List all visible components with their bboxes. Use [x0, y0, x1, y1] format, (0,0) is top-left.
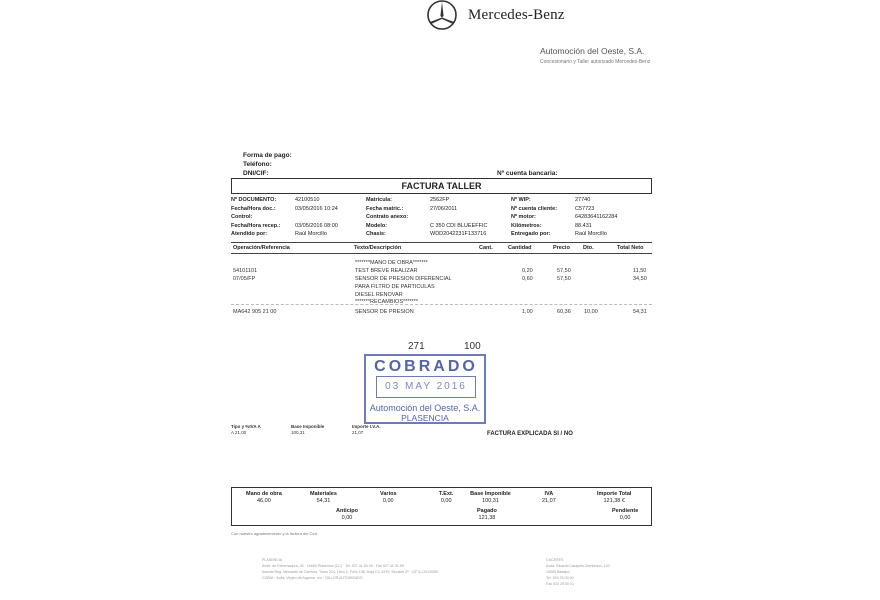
- line-precio: 60,36: [557, 309, 571, 315]
- total-varios: Varios 0,00: [380, 491, 397, 504]
- line-ref: 07/05/FP: [233, 276, 256, 282]
- lines-header: [231, 242, 652, 254]
- col-cant: Cant.: [479, 245, 493, 251]
- footer-line: Avda. de Extremadura, 26 · 10600 Plasencia (CC) · Tel. 927 41 00 00 · Fax 927 41 51 99: [262, 564, 404, 568]
- footer-right: [546, 557, 610, 587]
- header-mid-row: [366, 196, 487, 205]
- header-mid: [366, 196, 487, 239]
- header-mid-label: Matrícula:: [366, 197, 392, 203]
- footer-line: 10005 Badajoz: [546, 570, 570, 574]
- total-base: Base Imponible 100,31: [470, 491, 511, 504]
- header-right-value: Raúl Morcillo: [575, 231, 607, 238]
- col-precio: Precio: [553, 245, 570, 251]
- stamp-date: 03 MAY 2016: [376, 376, 476, 398]
- line-ref: MA642 905 21 00: [233, 309, 277, 315]
- header-right-label: Nº cuenta cliente:: [511, 205, 558, 212]
- line-desc: PARA FILTRO DE PARTICULAS: [355, 284, 435, 290]
- line-desc: SENSOR DE PRESION DIFERENCIAL: [355, 276, 452, 282]
- header-mid-value: WDD2042231F133716: [430, 231, 487, 238]
- header-right-value: 64283641162284: [575, 214, 618, 221]
- line-total: 11,50: [633, 268, 647, 274]
- tax-type-label: Tipo y %IVA A: [231, 424, 261, 429]
- header-left-label: Atendido por:: [231, 231, 268, 238]
- total-iva: IVA 21,07: [542, 491, 556, 504]
- col-dto: Dto.: [583, 245, 594, 251]
- dealer-subtitle: Concesionario y Taller autorizado Mercedes-Benz: [540, 59, 651, 65]
- mark-a: 271: [408, 341, 425, 352]
- header-mid-label: Chasis:: [366, 231, 386, 238]
- total-pagado: Pagado 121,38: [477, 508, 497, 521]
- total-text: T.Ext. 0,00: [439, 491, 454, 504]
- header-left-label: Control:: [231, 214, 253, 221]
- telefono-label: Teléfono:: [243, 161, 272, 168]
- header-left-label: Fecha/Hora doc.:: [231, 205, 276, 212]
- header-left-row: [231, 196, 338, 205]
- tax-base-label: Base Imponible: [291, 424, 325, 429]
- header-left-value: 03/05/2016 10:24: [295, 205, 338, 212]
- footer-line: CACERES: [546, 558, 564, 562]
- line-desc: TEST BREVE REALIZAR: [355, 268, 418, 274]
- header-left: [231, 196, 338, 239]
- footer-line: CORIA · Avda. Virgen de Argeme, s/n · TALLER AUTORIZADO: [262, 576, 363, 580]
- line-total: 54,31: [633, 309, 647, 315]
- line-ref: 54101101: [233, 268, 258, 274]
- col-total: Total Neto: [617, 245, 644, 251]
- tax-type: [231, 424, 261, 436]
- footer-line: Inscrita Reg. Mercantil de Cáceres, Tomo 214, Libro 0, Folio 138, Hoja CC-1979, Sección 2ª · CIF A-10120000: [262, 570, 438, 574]
- total-mano-obra: Mano de obra 46,00: [246, 491, 282, 504]
- line-total: 34,50: [633, 276, 647, 282]
- header-mid-row: [366, 213, 487, 222]
- header-left-row: [231, 230, 338, 239]
- header-mid-row: [366, 205, 487, 214]
- line-precio: 57,50: [557, 268, 571, 274]
- dni-label: DNI/CIF:: [243, 170, 269, 177]
- tax-iva-label: Importe I.V.A.: [352, 424, 381, 429]
- factura-explicada: FACTURA EXPLICADA SI / NO: [487, 431, 573, 437]
- lines-divider: [231, 304, 652, 305]
- mark-b: 100: [464, 341, 481, 352]
- header-left-row: [231, 205, 338, 214]
- header-right-label: Nº motor:: [511, 214, 536, 221]
- total-pendiente: Pendiente 0,00: [612, 508, 639, 521]
- tax-base: [291, 424, 324, 436]
- header-left-row: [231, 213, 338, 222]
- line-precio: 57,50: [557, 276, 571, 282]
- stamp-city: PLASENCIA: [401, 413, 449, 423]
- header-right-row: [511, 230, 617, 239]
- header-right-row: [511, 222, 617, 231]
- header-mid-label: Fecha matric.:: [366, 205, 404, 212]
- tax-iva: [352, 424, 381, 436]
- line-desc: *******RECAMBIOS*******: [355, 299, 418, 305]
- footer-line: Avda. Ricardo Carapeto Zambrano, 120: [546, 564, 610, 568]
- header-right-label: Nº WIP:: [511, 197, 531, 203]
- header-mid-row: [366, 222, 487, 231]
- stamp-company: Automoción del Oeste, S.A.: [369, 403, 481, 413]
- header-right-value: 88.431: [575, 222, 592, 229]
- dealer-name: Automoción del Oeste, S.A.: [540, 46, 645, 56]
- header-right: [511, 196, 617, 239]
- footer-line: PLASENCIA: [262, 558, 283, 562]
- line-desc: *******MANO DE OBRA*******: [355, 260, 428, 266]
- header-right-value: C57723: [575, 205, 595, 212]
- footer-line: Fax 924 25 00 01: [546, 582, 574, 586]
- col-operacion: Operación/Referencia: [233, 245, 290, 251]
- paid-stamp: [364, 354, 486, 424]
- header-left-value: 42100510: [295, 197, 320, 203]
- header-mid-row: [366, 230, 487, 239]
- stamp-word: COBRADO: [374, 358, 478, 375]
- header-left-value: 03/05/2016 08:00: [295, 222, 338, 229]
- line-cantidad: 1,00: [522, 309, 533, 315]
- line-cantidad: 0,20: [522, 268, 533, 274]
- header-mid-label: Contrato anexo:: [366, 214, 409, 221]
- tax-base-value: 100,31: [291, 430, 305, 435]
- total-materiales: Materiales 54,31: [310, 491, 337, 504]
- footer-left: [262, 557, 438, 581]
- line-desc: SENSOR DE PRESION: [355, 309, 414, 315]
- header-right-label: Kilómetros:: [511, 222, 542, 229]
- invoice-title: FACTURA TALLER: [231, 178, 652, 194]
- payment-block: [243, 151, 292, 178]
- mercedes-star-icon: [425, 0, 459, 34]
- bank-account-label: Nº cuenta bancaria:: [497, 170, 558, 177]
- header-mid-value: 2562FP: [430, 197, 450, 203]
- header-mid-value: 27/06/2011: [430, 205, 458, 212]
- header-left-row: [231, 222, 338, 231]
- forma-label: Forma de pago:: [243, 152, 292, 159]
- header-right-row: [511, 213, 617, 222]
- col-descripcion: Texto/Descripción: [354, 245, 402, 251]
- header-right-value: 27740: [575, 197, 591, 203]
- header-left-label: Fecha/Hora recep.:: [231, 222, 281, 229]
- header-right-row: [511, 196, 617, 205]
- header-left-label: Nº DOCUMENTO:: [231, 197, 277, 203]
- header-mid-label: Modelo:: [366, 222, 388, 229]
- header-left-value: Raúl Morcillo: [295, 231, 327, 238]
- total-anticipo: Anticipo 0,00: [336, 508, 358, 521]
- line-dto: 10,00: [584, 309, 598, 315]
- header-mid-value: C 350 CDI BLUEEFFIC: [430, 222, 488, 229]
- line-desc: DIESEL RENOVAR: [355, 292, 403, 298]
- thanks-note: Con nuestro agradecimiento y la factura del Cert: [231, 531, 318, 536]
- brand-name: Mercedes-Benz: [468, 7, 565, 23]
- header-right-label: Entregado por:: [511, 231, 551, 238]
- tax-iva-value: 21,07: [352, 430, 364, 435]
- tax-type-value: A 21,00: [231, 430, 247, 435]
- footer-line: Tel. 924 25 00 00: [546, 576, 574, 580]
- header-right-row: [511, 205, 617, 214]
- totals-box: [231, 487, 652, 526]
- col-cantidad: Cantidad: [508, 245, 532, 251]
- line-cantidad: 0,60: [522, 276, 533, 282]
- total-importe: Importe Total 121,38 €: [597, 491, 632, 504]
